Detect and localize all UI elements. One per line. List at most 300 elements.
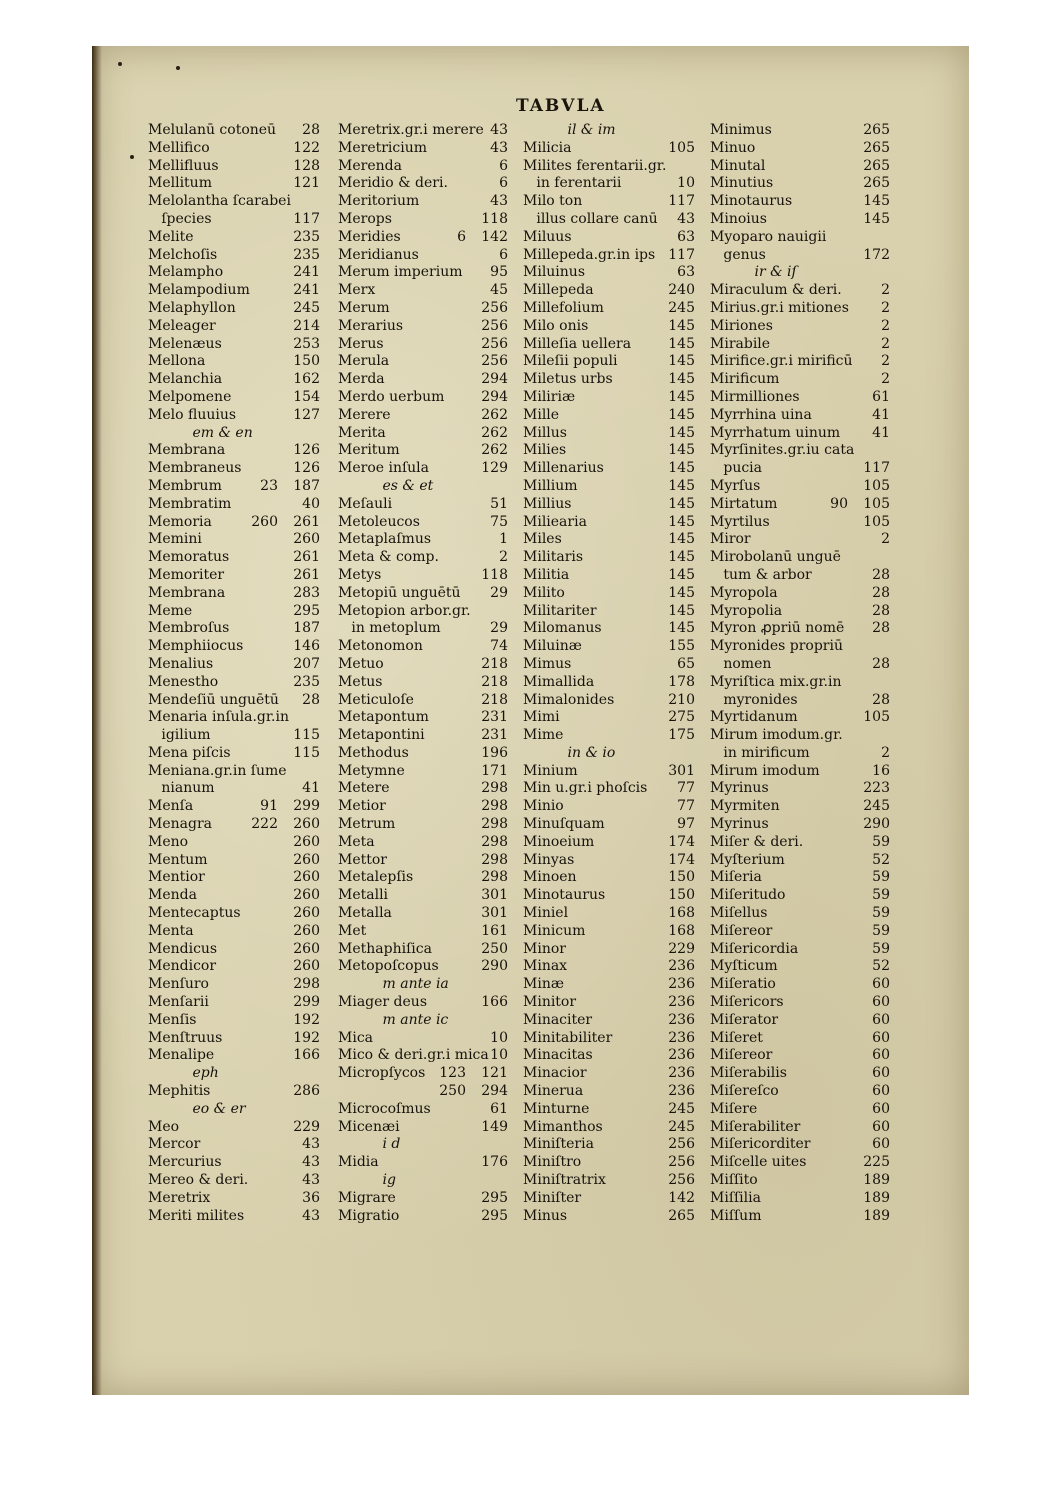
entry-term: in ferentarii: [523, 175, 622, 192]
index-entry: [338, 585, 508, 603]
entry-page-number: 2: [881, 317, 890, 334]
index-column-4: [710, 122, 890, 1225]
entry-term: Memini: [148, 531, 202, 548]
index-entry: [523, 1047, 695, 1065]
entry-page-number: 298: [481, 833, 508, 850]
index-entry: [148, 300, 320, 318]
index-entry: [338, 122, 508, 140]
index-entry: [338, 407, 508, 425]
index-entry: [148, 1012, 320, 1030]
index-entry: [523, 549, 695, 567]
entry-page-number: 145: [668, 353, 695, 370]
entry-term: Mirum imodum: [710, 762, 820, 779]
entry-page-number: 145: [668, 442, 695, 459]
entry-term: Menſarii: [148, 994, 209, 1011]
index-entry: [523, 976, 695, 994]
index-entry: [148, 264, 320, 282]
entry-term: Menſtruus: [148, 1029, 223, 1046]
entry-term: Miſericordia: [710, 940, 799, 957]
entry-page-number: 28: [872, 602, 890, 619]
entry-page-number: 129: [481, 460, 508, 477]
index-entry: [148, 247, 320, 265]
entry-page-number: 60: [872, 1136, 890, 1153]
index-entry: [148, 585, 320, 603]
entry-page-number: 145: [668, 406, 695, 423]
entry-page-number: 260: [293, 869, 320, 886]
entry-term: Melampodium: [148, 282, 250, 299]
entry-term: eph: [148, 1065, 219, 1082]
entry-term: Meo: [148, 1118, 180, 1135]
entry-term: Minio: [523, 798, 564, 815]
entry-page-number: 16: [872, 762, 890, 779]
entry-page-number: 260: [293, 940, 320, 957]
index-entry: [338, 1136, 508, 1154]
entry-page-number: 196: [481, 744, 508, 761]
index-entry: [710, 1030, 890, 1048]
index-entry: [338, 371, 508, 389]
entry-page-number: 265: [863, 175, 890, 192]
entry-page-number: 245: [863, 798, 890, 815]
index-entry: [710, 816, 890, 834]
index-entry: [710, 852, 890, 870]
entry-page-number: 231: [481, 709, 508, 726]
index-entry: [710, 1172, 890, 1190]
index-entry: [710, 371, 890, 389]
entry-page-number: 290: [481, 958, 508, 975]
index-entry: [710, 923, 890, 941]
entry-page-number: 145: [668, 424, 695, 441]
entry-page-number: 43: [490, 193, 508, 210]
entry-term: Mephitis: [148, 1083, 211, 1100]
entry-term: Merops: [338, 210, 392, 227]
entry-page-number: 2: [881, 744, 890, 761]
index-entry: [148, 531, 320, 549]
entry-page-number: 115: [293, 727, 320, 744]
index-entry: [523, 531, 695, 549]
index-entry: [523, 407, 695, 425]
entry-term: Miſeret: [710, 1029, 763, 1046]
entry-term: Menalius: [148, 655, 214, 672]
index-entry: [710, 638, 890, 656]
entry-term: Miniel: [523, 905, 569, 922]
entry-page-number: 10: [490, 1029, 508, 1046]
entry-term: Melolantha ſcarabei: [148, 193, 291, 210]
entry-page-number: 260: [293, 851, 320, 868]
index-entry: [710, 976, 890, 994]
entry-term: Minoius: [710, 210, 767, 227]
entry-term: Meritorium: [338, 193, 420, 210]
index-entry: [338, 1083, 508, 1101]
index-entry: [148, 1047, 320, 1065]
entry-page-number: 241: [293, 264, 320, 281]
entry-page-number: 299: [293, 994, 320, 1011]
entry-term: Metopiū unguētū: [338, 584, 461, 601]
entry-page-number: 262: [481, 442, 508, 459]
entry-term: Myrmiten: [710, 798, 780, 815]
index-entry: [148, 798, 320, 816]
entry-page-number: 265: [863, 122, 890, 138]
index-entry: [523, 1030, 695, 1048]
index-entry: [338, 1190, 508, 1208]
index-entry: [148, 425, 320, 443]
index-entry: [523, 923, 695, 941]
entry-term: Miluinæ: [523, 638, 582, 655]
entry-page-number: 145: [668, 460, 695, 477]
entry-term: Metaplaſmus: [338, 531, 432, 548]
entry-term: Merenda: [338, 157, 402, 174]
index-entry: [710, 656, 890, 674]
entry-term: tum & arbor: [710, 566, 812, 583]
entry-term: Minaciter: [523, 1011, 593, 1028]
entry-term: Mirtatum: [710, 495, 778, 512]
entry-page-number: 178: [668, 673, 695, 690]
entry-page-number: 105: [863, 495, 890, 512]
entry-page-number: 298: [481, 816, 508, 833]
index-entry: [338, 834, 508, 852]
entry-page-number: 295: [481, 1189, 508, 1206]
entry-term: Melampho: [148, 264, 224, 281]
entry-page-number: 260: [293, 958, 320, 975]
entry-term: Minicum: [523, 922, 586, 939]
index-entry: [338, 567, 508, 585]
entry-term: Myron ꝓpriū nomē: [710, 620, 845, 637]
index-entry: [523, 656, 695, 674]
entry-term: Miniſtratrix: [523, 1172, 606, 1189]
index-entry: [338, 780, 508, 798]
entry-page-number: 51: [490, 495, 508, 512]
index-entry: [338, 460, 508, 478]
entry-page-number: 117: [668, 193, 695, 210]
index-entry: [148, 692, 320, 710]
index-entry: [523, 834, 695, 852]
index-entry: [338, 958, 508, 976]
entry-page-number: 43: [677, 210, 695, 227]
index-entry: [338, 674, 508, 692]
entry-term: Merus: [338, 335, 384, 352]
entry-page-number: 261: [293, 549, 320, 566]
entry-term: Meleager: [148, 317, 216, 334]
entry-term: Miniſteria: [523, 1136, 594, 1153]
entry-page-number: 256: [481, 299, 508, 316]
entry-page-number: 2: [881, 299, 890, 316]
index-entry: [710, 727, 890, 745]
entry-term: Mentior: [148, 869, 205, 886]
entry-term: Mirmilliones: [710, 388, 800, 405]
entry-page-number: 60: [872, 1029, 890, 1046]
entry-page-number: 245: [293, 299, 320, 316]
entry-page-number: 59: [872, 922, 890, 939]
ink-speck: [130, 155, 134, 159]
entry-page-number: 105: [668, 139, 695, 156]
index-entry: [523, 905, 695, 923]
entry-term: Myropolia: [710, 602, 783, 619]
entry-term: Myrrhina uina: [710, 406, 812, 423]
index-entry: [523, 300, 695, 318]
index-entry: [338, 247, 508, 265]
index-entry: [148, 620, 320, 638]
index-entry: [710, 1119, 890, 1137]
index-entry: [710, 282, 890, 300]
index-entry: [338, 852, 508, 870]
index-column-3: [523, 122, 695, 1225]
entry-page-number: 126: [293, 460, 320, 477]
entry-page-number: 236: [668, 1083, 695, 1100]
entry-term: Menſuro: [148, 976, 209, 993]
entry-page-number: 298: [481, 798, 508, 815]
entry-page-number: 40: [302, 495, 320, 512]
entry-term: Miſericors: [710, 994, 784, 1011]
entry-page-number: 95: [490, 264, 508, 281]
entry-page-number: 298: [481, 851, 508, 868]
entry-page-number: 150: [668, 869, 695, 886]
index-entry: [523, 442, 695, 460]
entry-page-number: 41: [302, 780, 320, 797]
entry-page-number: 142: [481, 228, 508, 245]
entry-page-number: 145: [668, 602, 695, 619]
entry-page-number: 45: [490, 282, 508, 299]
entry-term: Membratim: [148, 495, 232, 512]
entry-term: Miſereſco: [710, 1083, 779, 1100]
entry-term: Meretrix: [148, 1189, 211, 1206]
entry-term: Metere: [338, 780, 390, 797]
entry-term: Mellifluus: [148, 157, 219, 174]
index-entry: [523, 460, 695, 478]
entry-page-number: 189: [863, 1189, 890, 1206]
entry-term: Minuſquam: [523, 816, 605, 833]
entry-page-number: 6: [499, 157, 508, 174]
entry-term: Milo ton: [523, 193, 583, 210]
entry-term: Minoeium: [523, 833, 595, 850]
index-entry: [148, 1119, 320, 1137]
entry-term: pucia: [710, 460, 762, 477]
index-entry: [710, 1047, 890, 1065]
entry-page-number: 2: [881, 371, 890, 388]
entry-page-number: 155: [668, 638, 695, 655]
index-entry: [148, 122, 320, 140]
index-entry: [523, 745, 695, 763]
index-entry: [338, 709, 508, 727]
index-entry: [148, 318, 320, 336]
entry-page-number: 142: [668, 1189, 695, 1206]
entry-page-number: 43: [302, 1207, 320, 1224]
index-entry: [523, 158, 695, 176]
entry-term: Miniſtro: [523, 1154, 582, 1171]
entry-page-number: 127: [293, 406, 320, 423]
index-entry: [523, 1154, 695, 1172]
entry-term: Merarius: [338, 317, 404, 334]
index-entry: [338, 300, 508, 318]
entry-page-number: 260: [293, 887, 320, 904]
entry-term: Meſauli: [338, 495, 393, 512]
entry-term: Microcoſmus: [338, 1100, 431, 1117]
entry-term: Milo onis: [523, 317, 589, 334]
entry-page-number: 265: [668, 1207, 695, 1224]
entry-page-number: 231: [481, 727, 508, 744]
index-entry: [148, 834, 320, 852]
entry-page-number: 145: [668, 549, 695, 566]
index-entry: [338, 1101, 508, 1119]
index-entry: [148, 1065, 320, 1083]
entry-page-number: 301: [668, 762, 695, 779]
entry-term: Minoen: [523, 869, 577, 886]
entry-term: Militariter: [523, 602, 597, 619]
entry-term: Merita: [338, 424, 386, 441]
entry-term: Miſſum: [710, 1207, 762, 1224]
entry-page-number: 166: [481, 994, 508, 1011]
index-entry: [523, 282, 695, 300]
entry-term: Miſereor: [710, 922, 773, 939]
index-entry: [148, 229, 320, 247]
entry-term: Minium: [523, 762, 578, 779]
entry-page-number: 275: [668, 709, 695, 726]
index-entry: [523, 514, 695, 532]
entry-term: Mime: [523, 727, 564, 744]
entry-subref: 222: [251, 816, 278, 833]
entry-page-number: 145: [668, 584, 695, 601]
index-entry: [710, 620, 890, 638]
index-entry: [710, 674, 890, 692]
entry-page-number: 218: [481, 691, 508, 708]
index-entry: [338, 994, 508, 1012]
entry-page-number: 118: [481, 210, 508, 227]
entry-term: Meretrix.gr.i merere: [338, 122, 484, 138]
index-entry: [338, 638, 508, 656]
entry-page-number: 174: [668, 833, 695, 850]
index-entry: [338, 1047, 508, 1065]
index-entry: [710, 780, 890, 798]
entry-term: Militia: [523, 566, 570, 583]
entry-term: Millenarius: [523, 460, 604, 477]
index-entry: [148, 371, 320, 389]
entry-page-number: 105: [863, 477, 890, 494]
index-entry: [338, 264, 508, 282]
index-entry: [710, 1101, 890, 1119]
entry-page-number: 229: [293, 1118, 320, 1135]
entry-page-number: 121: [481, 1065, 508, 1082]
entry-term: Mettor: [338, 851, 387, 868]
entry-term: Miſellus: [710, 905, 768, 922]
entry-term: Myrſinites.gr.iu cata: [710, 442, 855, 459]
entry-term: Minacior: [523, 1065, 587, 1082]
index-entry: [710, 353, 890, 371]
entry-page-number: 145: [668, 371, 695, 388]
entry-term: Mellifico: [148, 139, 210, 156]
entry-term: Minimus: [710, 122, 772, 138]
entry-page-number: 61: [872, 388, 890, 405]
index-entry: [338, 798, 508, 816]
entry-subref: 123: [439, 1065, 466, 1082]
entry-page-number: 59: [872, 833, 890, 850]
entry-term: Meticuloſe: [338, 691, 414, 708]
index-entry: [148, 1136, 320, 1154]
entry-term: Menſa: [148, 798, 194, 815]
entry-page-number: 253: [293, 335, 320, 352]
entry-term: Membrana: [148, 584, 226, 601]
index-entry: [148, 1030, 320, 1048]
entry-term: Mirifice.gr.i mirificū: [710, 353, 853, 370]
entry-page-number: 175: [668, 727, 695, 744]
entry-term: Metys: [338, 566, 382, 583]
entry-page-number: 192: [293, 1029, 320, 1046]
entry-page-number: 52: [872, 958, 890, 975]
index-entry: [523, 211, 695, 229]
index-entry: [523, 887, 695, 905]
entry-page-number: 43: [302, 1154, 320, 1171]
entry-subref: 90: [830, 495, 848, 512]
entry-page-number: 265: [863, 157, 890, 174]
entry-term: ſpecies: [148, 210, 212, 227]
entry-subref: 91: [260, 798, 278, 815]
entry-subref: 250: [439, 1083, 466, 1100]
entry-page-number: 97: [677, 816, 695, 833]
entry-term: Merum imperium: [338, 264, 463, 281]
entry-page-number: 218: [481, 673, 508, 690]
entry-term: Met: [338, 922, 367, 939]
index-entry: [148, 674, 320, 692]
index-column-1: [148, 122, 320, 1225]
index-entry: [523, 140, 695, 158]
entry-page-number: 174: [668, 851, 695, 868]
entry-term: Melaphyllon: [148, 299, 236, 316]
entry-page-number: 260: [293, 833, 320, 850]
entry-term: Millepeda: [523, 282, 594, 299]
index-entry: [710, 567, 890, 585]
entry-page-number: 145: [668, 477, 695, 494]
index-entry: [148, 887, 320, 905]
entry-page-number: 223: [863, 780, 890, 797]
entry-page-number: 128: [293, 157, 320, 174]
index-entry: [523, 1208, 695, 1226]
index-entry: [710, 140, 890, 158]
index-entry: [523, 318, 695, 336]
entry-page-number: 146: [293, 638, 320, 655]
entry-page-number: 192: [293, 1011, 320, 1028]
entry-term: Myſterium: [710, 851, 785, 868]
entry-term: Metapontini: [338, 727, 425, 744]
index-entry: [148, 389, 320, 407]
index-entry: [338, 140, 508, 158]
entry-term: Menalipe: [148, 1047, 215, 1064]
entry-page-number: 236: [668, 976, 695, 993]
index-entry: [523, 692, 695, 710]
entry-term: Meta: [338, 833, 375, 850]
entry-term: Myſticum: [710, 958, 778, 975]
entry-term: Meno: [148, 833, 189, 850]
entry-page-number: 166: [293, 1047, 320, 1064]
entry-page-number: 176: [481, 1154, 508, 1171]
index-entry: [523, 780, 695, 798]
entry-term: Memoratus: [148, 549, 230, 566]
index-entry: [338, 514, 508, 532]
entry-page-number: 260: [293, 531, 320, 548]
entry-term: Mercurius: [148, 1154, 222, 1171]
entry-term: Mico & deri.gr.i mica: [338, 1047, 489, 1064]
index-entry: [338, 336, 508, 354]
index-entry: [148, 763, 320, 781]
index-entry: [523, 638, 695, 656]
entry-page-number: 59: [872, 940, 890, 957]
entry-page-number: 2: [881, 353, 890, 370]
entry-page-number: 145: [668, 620, 695, 637]
entry-term: Membroſus: [148, 620, 230, 637]
entry-term: Midia: [338, 1154, 379, 1171]
index-entry: [338, 620, 508, 638]
entry-term: Myrſus: [710, 477, 761, 494]
index-entry: [338, 1065, 508, 1083]
entry-term: Minor: [523, 940, 566, 957]
entry-term: Metrum: [338, 816, 396, 833]
entry-page-number: 150: [293, 353, 320, 370]
